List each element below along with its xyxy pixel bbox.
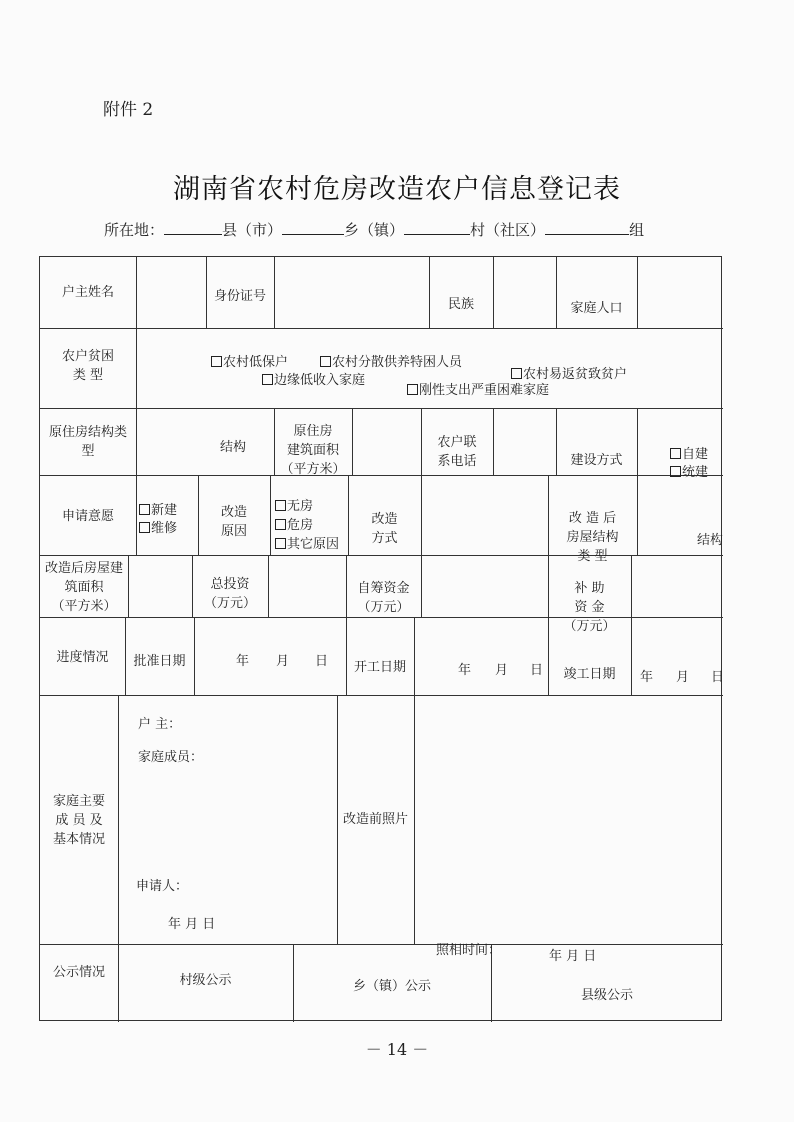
village-blank[interactable] (404, 220, 470, 235)
approve-date-label: 批准日期 (133, 654, 186, 669)
after-area-label: 改造后房屋建 筑面积 （平方米） (44, 561, 123, 614)
intention-label: 申请意愿 (61, 509, 114, 524)
householder-name-cell[interactable] (136, 275, 206, 315)
orig-structure-suffix[interactable]: 结构 (220, 440, 247, 455)
checkbox-icon (262, 374, 273, 385)
checkbox-icon (139, 504, 150, 515)
photo-date[interactable]: 年 月 日 (549, 949, 597, 964)
photo-time-label: 照相时间： (436, 943, 502, 958)
before-photo-area[interactable] (414, 707, 723, 927)
applicant-field[interactable]: 申请人： (136, 879, 189, 894)
id-number-label: 身份证号 (213, 289, 266, 304)
start-date-label: 开工日期 (353, 660, 406, 675)
checkbox-icon (407, 384, 418, 395)
after-area-cell[interactable] (128, 567, 192, 607)
start-day[interactable]: 日 (530, 663, 544, 678)
family-size-label: 家庭人口 (570, 301, 623, 316)
registration-table (39, 256, 725, 1021)
approve-year[interactable]: 年 (236, 654, 250, 669)
self-build-option[interactable]: 自建 (670, 445, 708, 464)
checkbox-icon (275, 519, 286, 530)
approve-month[interactable]: 月 (276, 654, 290, 669)
new-build-option[interactable]: 新建 (139, 501, 177, 520)
complete-year[interactable]: 年 (640, 670, 654, 685)
start-year[interactable]: 年 (458, 663, 472, 678)
checkbox-icon (320, 356, 331, 367)
after-structure-suffix[interactable]: 结构 (697, 533, 724, 548)
method-cell[interactable] (421, 497, 548, 537)
location-prefix: 所在地： (104, 221, 165, 239)
id-number-cell[interactable] (274, 275, 429, 315)
checkbox-icon (275, 538, 286, 549)
applicant-date[interactable]: 年 月 日 (168, 917, 216, 932)
family-size-cell[interactable] (637, 275, 723, 315)
county-blank[interactable] (164, 220, 222, 235)
checkbox-icon (139, 522, 150, 533)
ethnicity-label: 民族 (447, 297, 474, 312)
householder-name-label: 户主姓名 (61, 285, 114, 300)
complete-month[interactable]: 月 (676, 670, 690, 685)
village-label: 村（社区） (470, 221, 546, 239)
publicity-label: 公示情况 (52, 965, 105, 980)
self-funding-label: 自筹资金 （万元） (357, 581, 410, 615)
village-publicity[interactable]: 村级公示 (179, 973, 232, 988)
checkbox-icon (670, 448, 681, 459)
subsidy-cell[interactable] (631, 567, 723, 607)
phone-cell[interactable] (493, 423, 556, 463)
page-number: － 14 － (365, 1040, 429, 1059)
build-method-label: 建设方式 (570, 453, 623, 468)
reason-option-1[interactable]: 无房 (275, 497, 313, 516)
subsidy-label: 补 助 资 金 （万元） (563, 581, 616, 634)
reason-option-2[interactable]: 危房 (275, 516, 313, 535)
start-month[interactable]: 月 (495, 663, 509, 678)
group-label: 组 (629, 221, 645, 239)
attachment-label: 附件 2 (103, 100, 154, 120)
method-label: 改造 方式 (371, 512, 398, 546)
self-funding-cell[interactable] (421, 567, 548, 607)
orig-area-label: 原住房 建筑面积 （平方米） (280, 424, 346, 477)
repair-option[interactable]: 维修 (139, 519, 177, 538)
poverty-option-3[interactable]: 农村易返贫致贫户 (511, 365, 627, 384)
reason-option-3[interactable]: 其它原因 (275, 535, 339, 554)
family-members-field[interactable]: 家庭成员： (138, 750, 204, 765)
poverty-option-2[interactable]: 农村分散供养特困人员 (320, 353, 462, 372)
checkbox-icon (511, 368, 522, 379)
progress-label: 进度情况 (56, 650, 109, 665)
township-blank[interactable] (282, 220, 344, 235)
county-publicity[interactable]: 县级公示 (580, 988, 633, 1003)
before-photo-label: 改造前照片 (342, 812, 408, 827)
checkbox-icon (275, 500, 286, 511)
reason-label: 改造 原因 (220, 505, 247, 539)
group-blank[interactable] (545, 220, 629, 235)
poverty-option-1[interactable]: 农村低保户 (211, 353, 288, 372)
orig-area-cell[interactable] (352, 423, 421, 463)
township-publicity[interactable]: 乡（镇）公示 (352, 979, 431, 994)
after-structure-label: 改 造 后 房屋结构 类 型 (566, 511, 619, 564)
orig-structure-label: 原住房结构类 型 (48, 425, 127, 459)
checkbox-icon (670, 466, 681, 477)
approve-day[interactable]: 日 (315, 654, 329, 669)
checkbox-icon (211, 356, 222, 367)
investment-label: 总投资 （万元） (203, 577, 256, 611)
complete-date-label: 竣工日期 (563, 667, 616, 682)
township-label: 乡（镇） (344, 221, 405, 239)
poverty-type-label: 农户贫困 类 型 (61, 349, 114, 383)
phone-label: 农户联 系电话 (437, 435, 477, 469)
investment-cell[interactable] (268, 567, 346, 607)
location-line (104, 219, 644, 240)
unified-build-option[interactable]: 统建 (670, 463, 708, 482)
form-title: 湖南省农村危房改造农户信息登记表 (173, 174, 621, 205)
poverty-option-5[interactable]: 刚性支出严重困难家庭 (407, 381, 549, 400)
poverty-option-4[interactable]: 边缘低收入家庭 (262, 371, 365, 390)
ethnicity-cell[interactable] (493, 275, 556, 315)
householder-field[interactable]: 户 主： (138, 717, 182, 732)
complete-day[interactable]: 日 (711, 670, 725, 685)
family-info-label: 家庭主要 成 员 及 基本情况 (52, 794, 105, 847)
county-label: 县（市） (222, 221, 283, 239)
